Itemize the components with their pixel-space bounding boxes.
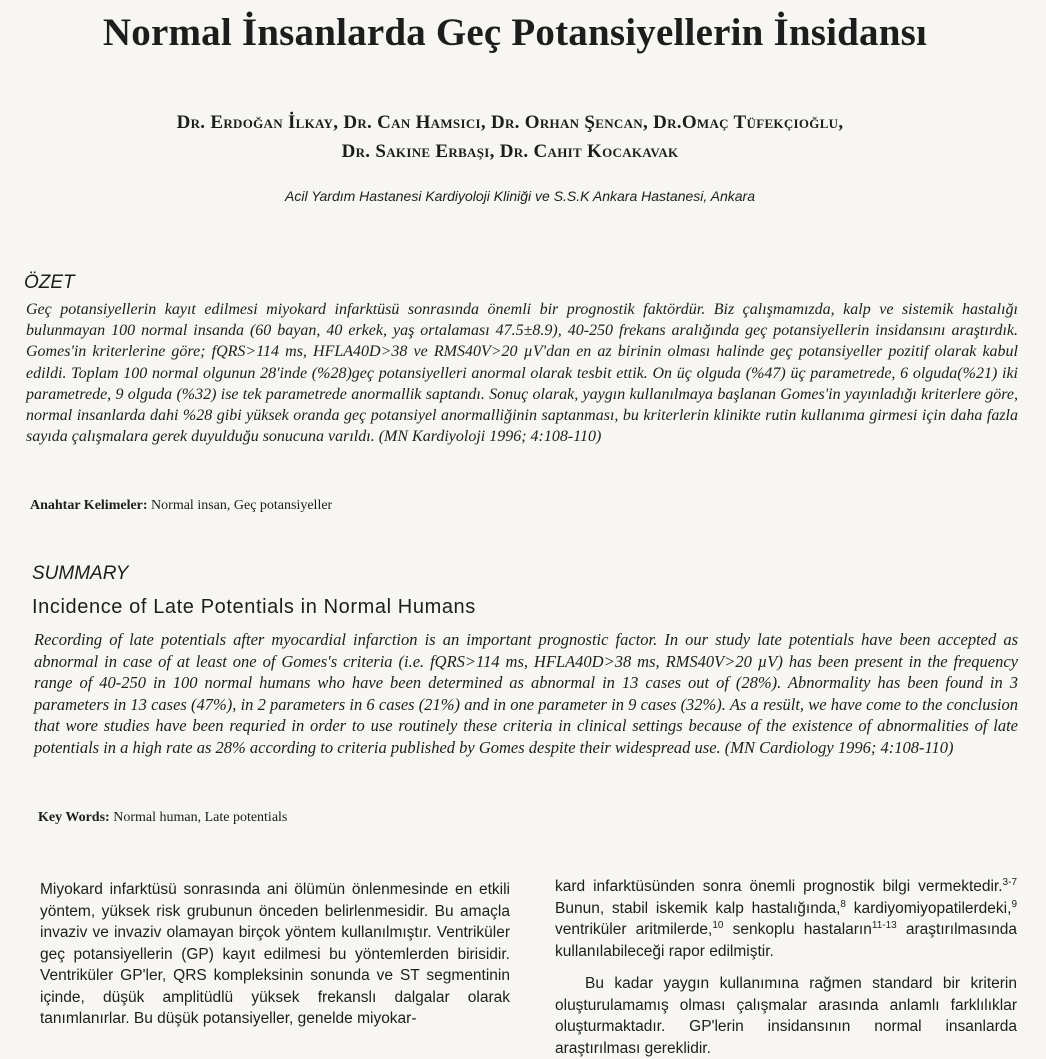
body-paragraph: Bu kadar yaygın kullanımına rağmen standard bir kriterin oluşturulamamış olması çalışmalar arasında anlamlı farklılıklar oluşturmaktadır. GP'lerin insidansının normal insanlarda araştırılması gereklidir. xyxy=(555,975,1017,1057)
text-run: araştırılmasında kullanılabileceği rapor edilmiştir. xyxy=(555,921,1017,960)
affiliation: Acil Yardım Hastanesi Kardiyoloji Kliniği ve S.S.K Ankara Hastanesi, Ankara xyxy=(285,188,755,204)
reference: 10 xyxy=(712,919,724,931)
reference: 8 xyxy=(840,898,846,910)
summary-keywords-label: Key Words: xyxy=(38,810,110,825)
summary-keywords-value: Normal human, Late potentials xyxy=(113,810,288,825)
summary-abstract: Recording of late potentials after myocardial infarction is an important prognostic factor. In our study late potentials have been accepted as abnormal in case of at least one of Gomes's criteria (i.e. fQRS>114 ms, HFLA40D>38 ms, RMS40V>20 µV) has been present in the frequency range of 40-250 in 100 normal humans who have been determined as abnormal in 13 cases out of (28%). Abnormality has been found in 3 parameters in 13 cases (47%), in 2 parameters in 6 cases (21%) and in one parameter in 9 cases (32%). As a resült, we have come to the conclusion that wore studies have been requried in order to use routinely these criteria in clinical settings because of the existence of abnormalities of late potentials in a high rate as 28% according to criteria published by Gomes despite their widespread use. (MN Cardiology 1996; 4:108-110) xyxy=(34,630,1018,757)
ozet-heading: ÖZET xyxy=(24,272,75,293)
body-paragraph: Miyokard infarktüsü sonrasında ani ölümün önlenmesinde en etkili yöntem, yüksek risk grubunun önceden belirlenmesidir. Bu amaçla invaziv ve invaziv olamayan birçok yöntem kullanılmıştır. Ventriküler geç potansiyellerin (GP) kayıt edilmesi bu yöntemlerden birisidir. Ventriküler GP'ler, QRS kompleksinin sonunda ve ST segmentinin içinde, düşük amplitüdlü yüksek frekanslı dalgalar olarak tanımlanırlar. Bu düşük potansiyeller, genelde miyokar- xyxy=(40,881,510,1027)
author-list xyxy=(0,108,1020,166)
ozet-keywords xyxy=(30,498,332,514)
body-column-right xyxy=(555,876,1017,1059)
body-paragraph xyxy=(555,876,1017,962)
reference: 3-7 xyxy=(1002,876,1017,888)
text-run: Bunun, stabil iskemik kalp hastalığında, xyxy=(555,899,841,917)
summary-heading: SUMMARY xyxy=(32,563,129,584)
text-run: kard infarktüsünden sonra önemli prognostik bilgi vermektedir. xyxy=(555,878,1003,895)
reference: 11-13 xyxy=(871,919,897,931)
body-column-left xyxy=(40,879,510,1030)
reference: 9 xyxy=(1011,898,1017,910)
ozet-keywords-label: Anahtar Kelimeler: xyxy=(30,498,148,513)
text-run: senkoplu hastaların xyxy=(723,921,872,938)
text-run: ventriküler aritmilerde, xyxy=(555,921,713,938)
summary-title: Incidence of Late Potentials in Normal Humans xyxy=(32,596,476,618)
ozet-keywords-value: Normal insan, Geç potansiyeller xyxy=(151,498,333,513)
author-line-2: Dr. Sakine Erbaşi, Dr. Cahit Kocakavak xyxy=(341,141,679,162)
summary-keywords xyxy=(38,810,287,826)
page-title: Normal İnsanlarda Geç Potansiyellerin İnsidansı xyxy=(102,11,928,54)
text-run: kardiyomiyopatilerdeki, xyxy=(845,899,1012,917)
ozet-abstract: Geç potansiyellerin kayıt edilmesi miyokard infarktüsü sonrasında önemli bir prognostik faktördür. Biz çalışmamızda, kalp ve sistemik hastalığı bulunmayan 100 normal insanda (60 bayan, 40 erkek, yaş ortalaması 47.5±8.9), 40-250 frekans aralığında geç potansiyellerin insidansını araştırdık. Gomes'in kriterlerine göre; fQRS>114 ms, HFLA40D>38 ve RMS40V>20 µV'dan en az birinin olması halinde geç potansiyeller pozitif olarak kabul edildi. Toplam 100 normal olgunun 28'inde (%28)geç potansiyelleri anormal olarak tesbit ettik. On üç olguda (%47) üç parametrede, 6 olguda(%21) iki parametrede, 9 olguda (%32) ise tek parametrede anormallik saptandı. Sonuç olarak, yaygın kullanılmaya başlanan Gomes'in yayınladığı kriterlere göre, normal insanlarda dahi %28 gibi yüksek oranda geç potansiyel anormalliğinin saptanması, bu kriterlerin klinikte rutin kullanıma girmesi için daha fazla sayıda çalışmalara gerek duyulduğu sonucuna varıldı. (MN Kardiyoloji 1996; 4:108-110) xyxy=(26,301,1018,446)
author-line-1: Dr. Erdoğan İlkay, Dr. Can Hamsici, Dr. Orhan Şencan, Dr.Omaç Tüfekçioğlu, xyxy=(176,112,844,133)
